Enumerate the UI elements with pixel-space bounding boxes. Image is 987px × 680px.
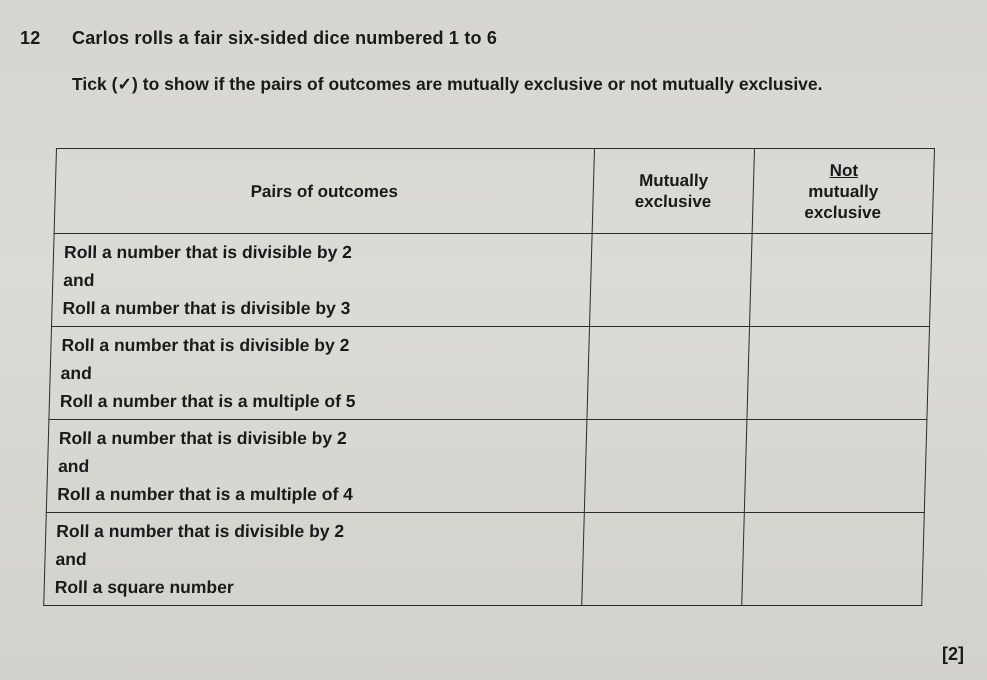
second-outcome: Roll a square number — [54, 577, 234, 597]
table-row — [52, 234, 933, 327]
table-header-row — [54, 149, 934, 234]
table-row — [49, 327, 930, 420]
header-pairs-of-outcomes: Pairs of outcomes — [54, 149, 594, 234]
tick-box-mutually-exclusive[interactable] — [584, 420, 747, 513]
tick-box-mutually-exclusive[interactable] — [587, 327, 750, 420]
first-outcome: Roll a number that is divisible by 2 — [58, 428, 348, 448]
tick-box-mutually-exclusive[interactable] — [590, 234, 753, 327]
second-outcome: Roll a number that is divisible by 3 — [62, 298, 351, 318]
joiner: and — [55, 549, 87, 569]
first-outcome: Roll a number that is divisible by 2 — [61, 335, 350, 355]
table-row — [46, 420, 927, 513]
outcome-pair-cell — [44, 513, 585, 606]
outcome-pair-cell — [46, 420, 587, 513]
joiner: and — [60, 363, 93, 383]
first-outcome: Roll a number that is divisible by 2 — [56, 521, 345, 541]
joiner: and — [57, 456, 90, 476]
instruction-text: Tick (✓) to show if the pairs of outcomes are mutually exclusive or not mutually exclusive. — [72, 74, 823, 94]
marks-label: [2] — [942, 644, 964, 664]
second-outcome: Roll a number that is a multiple of 4 — [57, 484, 354, 504]
tick-box-mutually-exclusive[interactable] — [582, 513, 745, 606]
tick-box-not-mutually-exclusive[interactable] — [742, 513, 925, 606]
table-row — [44, 513, 925, 606]
tick-box-not-mutually-exclusive[interactable] — [747, 327, 930, 420]
first-outcome: Roll a number that is divisible by 2 — [63, 242, 353, 262]
tick-box-not-mutually-exclusive[interactable] — [750, 234, 933, 327]
outcome-pair-cell — [49, 327, 590, 420]
joiner: and — [63, 270, 95, 290]
outcome-pair-cell — [52, 234, 593, 327]
header-mutually-exclusive: Mutually exclusive — [592, 149, 754, 234]
second-outcome: Roll a number that is a multiple of 5 — [59, 391, 356, 411]
question-number: 12 — [20, 28, 41, 48]
outcomes-table — [43, 148, 935, 606]
question-text: Carlos rolls a fair six-sided dice numbered 1 to 6 — [72, 28, 498, 48]
tick-box-not-mutually-exclusive[interactable] — [744, 420, 927, 513]
header-not-mutually-exclusive: Not mutually exclusive — [752, 149, 934, 234]
question-stem — [20, 28, 497, 49]
